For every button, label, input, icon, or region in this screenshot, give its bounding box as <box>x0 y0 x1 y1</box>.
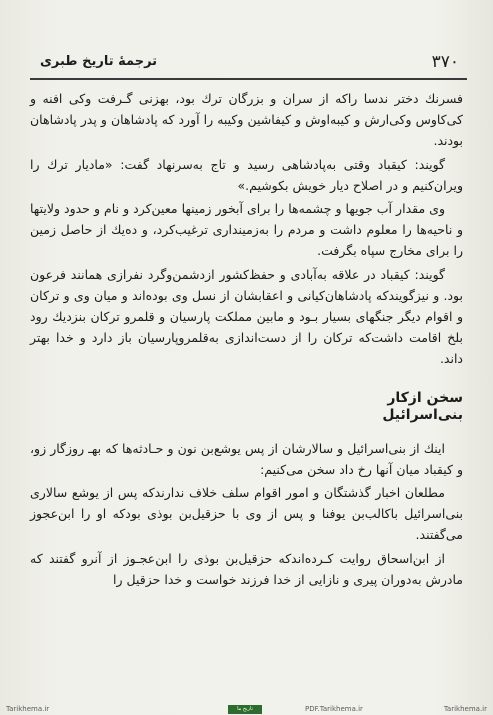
footer-left-watermark: Tarikhema.ir <box>6 705 50 713</box>
watermark-logo: تاریخ ما <box>228 705 262 714</box>
page-body <box>30 88 463 701</box>
section-heading-line-1: سخن ازكار <box>387 389 463 406</box>
paragraph: گویند: كیقباد در علاقه به‌آبادی و حفظ‌كشور ازدشمن‌وگرد نفرازی همانند فرعون بود. و نیزگویندكه پادشاهان‌كیانی و اعقابشان از نسل وی بوده‌اند و میان وی و تركان و اقوام دیگر جنگهای بسیار بـود و مابین مملكت پارسیان و قلمرو تركان بنزدیك رود بلخ اقامت داشت‌كه تركان را از دست‌اندازی به‌قلمروپارسیان باز دارد و خدا بهتر داند. <box>30 266 463 367</box>
header-rule <box>30 78 467 80</box>
page-number: ۳۷۰ <box>431 52 459 72</box>
paragraph: از ابن‌اسحاق روایت كـرده‌اندكه حزقیل‌بن بوذی را ابن‌عجـوز از آنرو گفتند كه مادرش به‌دوران پیری و نازایی از خدا فرزند خواست و خدا حزقیل را <box>30 550 463 587</box>
footer-center-watermark: PDF.Tarikhema.ir <box>305 705 363 713</box>
page-footer <box>0 703 493 715</box>
section-heading <box>30 390 463 424</box>
section-heading-line-2: بنی‌اسرائیل <box>382 406 463 423</box>
paragraph: گویند: كیقباد وقتی به‌پادشاهی رسید و تاج به‌سرنهاد گفت: «مادیار ترك را ویران‌كنیم و در اصلاح دیار خویش بكوشیم.» <box>30 156 463 193</box>
footer-right-watermark: Tarikhema.ir <box>443 705 487 713</box>
paragraph: اینك از بنی‌اسرائیل و سالارشان از پس یوشع‌بن نون و حـادثه‌ها كه بهـ روزگار زو، و كیقباد میان آنها رخ داد سخن می‌كنیم: <box>30 440 463 477</box>
page-header <box>34 50 463 74</box>
paragraph: فسرنك دختر ندسا راكه از سران و بزرگان ترك بود، بهزنی گـرفت وكی افنه و كی‌كاوس وكی‌ارش و كیبه‌اوش و كیفاشین وكیبه را آورد كه پادشاهان و پدر پادشاهان بودند. <box>30 91 463 149</box>
running-title: ترجمهٔ تاریخ طبری <box>40 54 158 69</box>
paragraph: مطلعان اخبار گذشتگان و امور اقوام سلف خلاف ندارندكه پس از یوشع سالاری بنی‌اسرائیل باكالب‌بن یوفنا و پس از وی با حزقیل‌بن بوذی بودكه او را ابن‌عجوز می‌گفتند. <box>30 485 463 543</box>
paragraph: وی مقدار آب جویها و چشمه‌ها را برای آبخور زمینها معین‌كرد و نام و حدود ولایتها و ناحیه‌ها را معلوم داشت و مردم را به‌زمینداری ترغیب‌كرد، و ده‌یك از حاصل زمین را برای مخارج سپاه بگرفت. <box>30 201 463 259</box>
